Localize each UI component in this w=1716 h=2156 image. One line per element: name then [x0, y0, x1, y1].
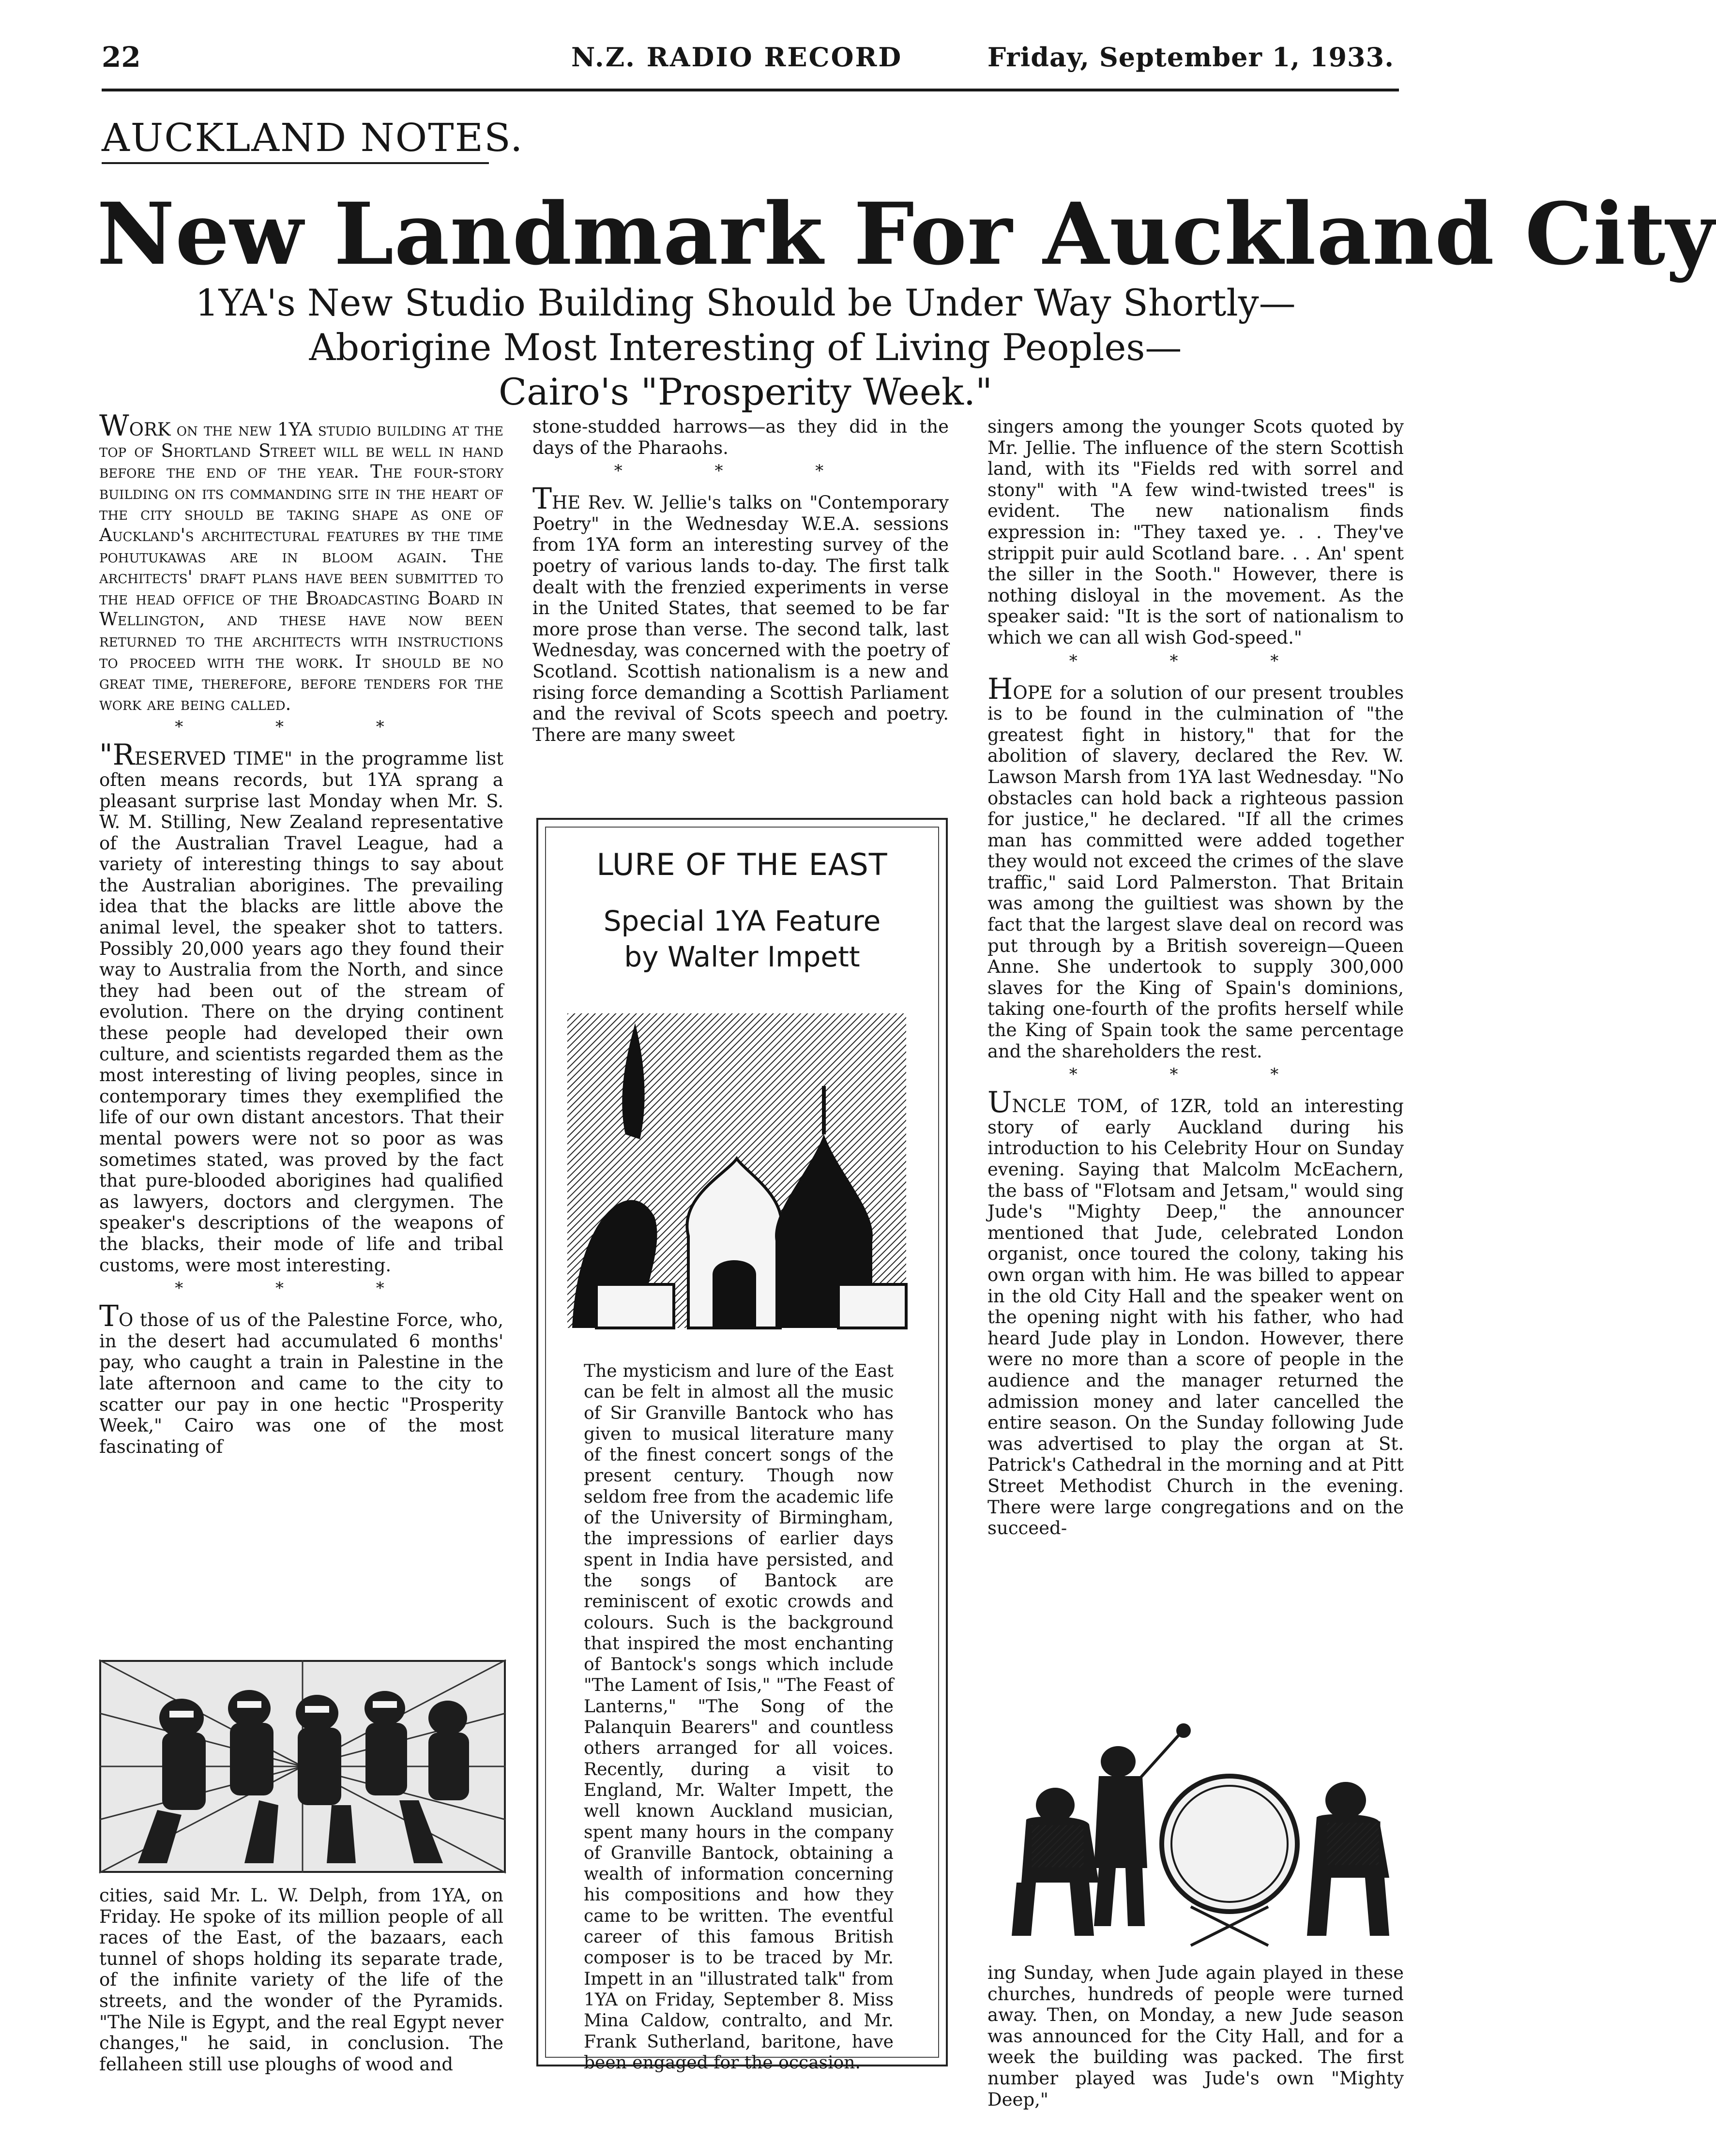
article-cairo: TO those of us of the Palestine Force, who, in the desert had accumulated 6 months' pay, who caught a train in Palestine in the late afternoon and came to the city to scatter our pay in one hectic "Prosperity Week," Cairo was one of the most fascinating of	[99, 1299, 503, 1457]
feature-subtitle	[538, 903, 946, 975]
kicker-underline	[102, 162, 489, 164]
article-aborigines: "RESERVED TIME" in the programme list often means records, but 1YA sprang a pleasant surprise last Monday when Mr. S. W. M. Stilling, New Zealand representative of the Australian Travel League, had a variety of interesting things to say about the Australian aborigines. The prevailing idea that the blacks are little above the animal level, the speaker shot to tatters. Possibly 20,000 years ago they found their way to Australia from the North, and since they had been out of the stream of evolution. There on the drying continent these people had developed their own culture, and scientists regarded them as the most interesting of living peoples, since in contemporary times they exemplified the life of our own distant ancestors. That their mental powers were not so poor as was sometimes stated, was proved by the fact that pure-blooded aborigines had qualified as lawyers, doctors and clergymen. The speaker's descriptions of the weapons of the blacks, their mode of life and tribal customs, were most interesting.	[99, 738, 503, 1276]
article-poetry: THE Rev. W. Jellie's talks on "Contemporary Poetry" in the Wednesday W.E.A. sessions from 1YA form an interesting survey of the poetry of various lands to-day. The first talk dealt with the frenzied experiments in verse in the United States, that seemed to be far more prose than verse. The second talk, last Wednesday, was concerned with the poetry of Scotland. Scottish nationalism is a new and rising force demanding a Scottish Parliament and the revival of Scots speech and poetry. There are many sweet	[532, 482, 949, 745]
article-studio-building: WORK on the new 1YA studio building at the top of Shortland Street will be well in hand before the end of the year. The four-story building on its commanding site in the heart of the city should be taking shape as one of Auckland's architectural features by the time pohutukawas are in bloom again. The architects' draft plans have been submitted to the head office of the Broadcasting Board in Wellington, and these have now been returned to the architects with instructions to proceed with the work. It should be no great time, therefore, before tenders for the work are being called.	[99, 409, 503, 714]
separator-stars: * * *	[614, 461, 867, 481]
article-slavery: HOPE for a solution of our present troubles is to be found in the culmination of "the greatest fight in history," that for the abolition of slavery, declared the Rev. W. Lawson Marsh from 1YA last Wednesday. "No obstacles can hold back a righteous passion for justice," he declared. "If all the crimes man has committed were added together they would not exceed the crimes of the slave traffic," said Lord Palmerston. That Britain was among the guiltiest was shown by the fact that the largest slave deal on record was put through by a British sovereign—Queen Anne. She undertook to supply 300,000 slaves for the King of Spain's dominions, taking one-fourth of the profits herself while the King of Spain took the same percentage and the shareholders the rest.	[987, 672, 1404, 1062]
article-cairo-end: stone-studded harrows—as they did in the days of the Pharaohs.	[532, 416, 949, 458]
drop-cap: W	[99, 409, 129, 443]
feature-title: LURE OF THE EAST	[596, 847, 888, 882]
feature-text: The mysticism and lure of the East can be felt in almost all the music of Sir Granville Bantock who has given to musical literature many of the finest concert songs of the present century. Though now seldom free from the academic life of the University of Birmingham, the impressions of earlier days spent in India have persisted, and the songs of Bantock are reminiscent of exotic crowds and colours. Such is the background that inspired the most enchanting of Bantock's songs which include "The Lament of Isis," "The Feast of Lanterns," "The Song of the Palanquin Bearers" and countless others arranged for all voices. Recently, during a visit to England, Mr. Walter Impett, the well known Auckland musician, spent many hours in the company of Granville Bantock, obtaining a wealth of information concerning his compositions and how they came to be written. The eventful career of this famous British composer is to be traced by Mr. Impett in an "illustrated talk" from 1YA on Friday, September 8. Miss Mina Caldow, contralto, and Mr. Frank Sutherland, baritone, have been engaged for the occasion.	[584, 1361, 894, 2073]
publication-title: N.Z. RADIO RECORD	[571, 42, 903, 73]
column-1	[99, 409, 503, 1457]
subheadline	[145, 281, 1346, 414]
separator-stars: * * *	[175, 717, 428, 737]
masthead	[102, 39, 1394, 77]
subhead-line-1: 1YA's New Studio Building Should be Under Way Shortly—	[195, 281, 1296, 324]
drop-cap: "R	[99, 738, 135, 772]
separator-stars: * * *	[1069, 651, 1322, 671]
drop-cap: U	[987, 1086, 1012, 1120]
drop-cap: T	[99, 1299, 119, 1334]
separator-stars: * * *	[1069, 1065, 1322, 1085]
column-3	[987, 416, 1404, 1539]
drum-illustration	[997, 1723, 1404, 1950]
article-poetry-continued: singers among the younger Scots quoted by Mr. Jellie. The influence of the stern Scottish land, with its "Fields red with sorrel and stony" with "A few wind-twisted trees" is evident. The new nationalism finds expression in: "They taxed ye. . . They've strippit puir auld Scotland bare. . . An' spent the siller in the Sooth." However, there is nothing disloyal in the movement. As the speaker said: "It is the sort of nationalism to which we can all wish God-speed."	[987, 416, 1404, 648]
issue-date: Friday, September 1, 1933.	[987, 42, 1394, 73]
minarets-illustration	[567, 1013, 906, 1328]
section-kicker: AUCKLAND NOTES.	[102, 115, 524, 160]
separator-stars: * * *	[175, 1279, 428, 1298]
cairo-crowd-illustration	[99, 1660, 506, 1873]
page-number: 22	[102, 41, 141, 74]
article-uncle-tom-continued: ing Sunday, when Jude again played in these churches, hundreds of people were turned away. Then, on Monday, a new Jude season was announced for the City Hall, and for a week the building was packed. The first number played was Jude's own "Mighty Deep,"	[987, 1962, 1404, 2110]
feature-subtitle-line-1: Special 1YA Feature	[603, 905, 881, 937]
drop-cap: T	[532, 482, 552, 516]
subhead-line-3: Cairo's "Prosperity Week."	[498, 370, 993, 413]
headline: New Landmark For Auckland City	[97, 184, 1716, 284]
drop-cap: H	[987, 672, 1013, 706]
article-cairo-continued: cities, said Mr. L. W. Delph, from 1YA, on Friday. He spoke of its million people of all races of the East, of the bazaars, each tunnel of shops holding its separate trade, of the infinite variety of the life of the streets, and the wonder of the Pyramids. "The Nile is Egypt, and the real Egypt never changes," he said, in conclusion. The fellaheen still use ploughs of wood and	[99, 1885, 503, 2075]
article-uncle-tom: UNCLE TOM, of 1ZR, told an interesting story of early Auckland during his introduction to his Celebrity Hour on Sunday evening. Saying that Malcolm McEachern, the bass of "Flotsam and Jetsam," would sing Jude's "Mighty Deep," the announcer mentioned that Jude, celebrated London organist, once toured the colony, taking his own organ with him. He was billed to appear in the old City Hall and the speaker went on the opening night with his father, who had heard Jude play in London. However, there were no more than a score of people in the audience and the manager returned the admission money and later cancelled the entire season. On the Sunday following Jude was advertised to play the organ at St. Patrick's Cathedral in the morning and at Pitt Street Methodist Church in the evening. There were large congregations and on the succeed-	[987, 1086, 1404, 1539]
masthead-rule	[102, 89, 1399, 91]
column-2	[532, 416, 949, 745]
lure-of-the-east-box	[536, 818, 948, 2073]
subhead-line-2: Aborigine Most Interesting of Living Peoples—	[309, 326, 1182, 369]
feature-subtitle-line-2: by Walter Impett	[624, 940, 860, 973]
